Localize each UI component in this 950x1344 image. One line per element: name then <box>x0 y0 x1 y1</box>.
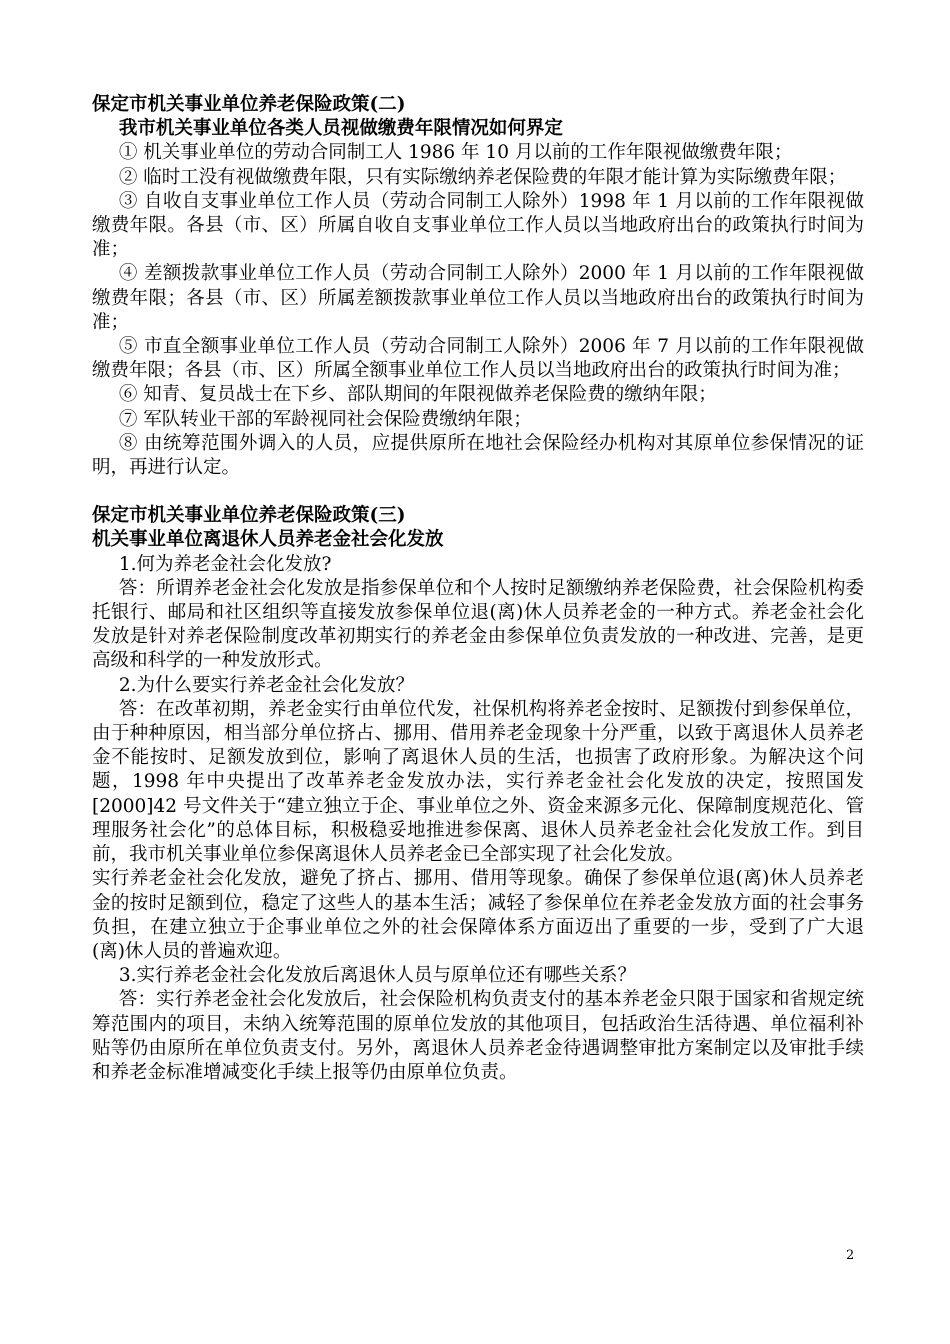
section-3-title: 保定市机关事业单位养老保险政策(三) <box>92 505 406 527</box>
list-item: ⑥ 知青、复员战士在下乡、部队期间的年限视做养老保险费的缴纳年限； <box>118 384 717 406</box>
section-3-subtitle: 机关事业单位离退休人员养老金社会化发放 <box>92 529 444 551</box>
section-spacer <box>92 480 864 504</box>
question-1: 1.何为养老金社会化发放? <box>118 553 332 575</box>
section-2-title: 保定市机关事业单位养老保险政策(二) <box>92 94 406 115</box>
answer-2: 答：在改革初期，养老金实行由单位代发，社保机构将养老金按时、足额拨付到参保单位，由于种种原因，相当部分单位挤占、挪用、借用养老金现象十分严重，以致于离退休人员养老金不能按时、足额发放到位，影响了离退休人员的生活，也损害了政府形象。为解决这个问题，1998 年中央提出了改革养老金发放办法，实行养老金社会化发放的决定，按照国发[2000]42 号文件关于“建立独立于企、事业单位之外、资金来源多元化、保障制度规范化、管理服务社会化”的总体目标，积极稳妥地推进参保离、退休人员养老金社会化发放工作。到目前，我市机关事业单位参保离退休人员养老金已全部实现了社会化发放。 <box>92 698 864 866</box>
list-item: ④ 差额拨款事业单位工作人员（劳动合同制工人除外）2000 年 1 月以前的工作年限视做缴费年限；各县（市、区）所属差额拨款事业单位工作人员以当地政府出台的政策执行时间为准； <box>92 263 864 333</box>
list-item: ⑦ 军队转业干部的军龄视同社会保险费缴纳年限； <box>118 408 532 430</box>
question-2: 2.为什么要实行养老金社会化发放？ <box>118 674 414 696</box>
list-item: ③ 自收自支事业单位工作人员（劳动合同制工人除外）1998 年 1 月以前的工作年限视做缴费年限。各县（市、区）所属自收自支事业单位工作人员以当地政府出台的政策执行时间为准； <box>92 190 864 261</box>
page-number: 2 <box>846 1248 855 1263</box>
answer-1: 答：所谓养老金社会化发放是指参保单位和个人按时足额缴纳养老保险费，社会保险机构委托银行、邮局和社区组织等直接发放参保单位退(离)休人员养老金的一种方式。养老金社会化发放是针对养老保险制度改革初期实行的养老金由参保单位负责发放的一种改进、完善，是更高级和科学的一种发放形式。 <box>92 577 864 672</box>
answer-2-continuation: 实行养老金社会化发放，避免了挤占、挪用、借用等现象。确保了参保单位退(离)休人员养老金的按时足额到位，稳定了这些人的基本生活；减轻了参保单位在养老金发放方面的社会事务负担，在建立独立于企事业单位之外的社会保障体系方面迈出了重要的一步，受到了广大退(离)休人员的普遍欢迎。 <box>92 868 864 962</box>
section-2-subtitle: 我市机关事业单位各类人员视做缴费年限情况如何界定 <box>118 118 563 140</box>
document-body <box>92 93 864 1085</box>
list-item: ② 临时工没有视做缴费年限，只有实际缴纳养老保险费的年限才能计算为实际缴费年限； <box>118 166 847 188</box>
list-item: ① 机关事业单位的劳动合同制工人 1986 年 10 月以前的工作年限视做缴费年限； <box>118 142 793 164</box>
answer-3: 答：实行养老金社会化发放后，社会保险机构负责支付的基本养老金只限于国家和省规定统筹范围内的项目，未纳入统筹范围的原单位发放的其他项目，包括政治生活待遇、单位福利补贴等仍由原所在单位负责支付。另外，离退休人员养老金待遇调整审批方案制定以及审批手续和养老金标准增减变化手续上报等仍由原单位负责。 <box>92 989 864 1083</box>
question-3: 3.实行养老金社会化发放后离退休人员与原单位还有哪些关系？ <box>118 965 636 987</box>
list-item: ⑧ 由统筹范围外调入的人员，应提供原所在地社会保险经办机构对其原单位参保情况的证明，再进行认定。 <box>92 432 864 479</box>
list-item: ⑤ 市直全额事业单位工作人员（劳动合同制工人除外）2006 年 7 月以前的工作年限视做缴费年限；各县（市、区）所属全额事业单位工作人员以当地政府出台的政策执行时间为准； <box>92 336 864 382</box>
